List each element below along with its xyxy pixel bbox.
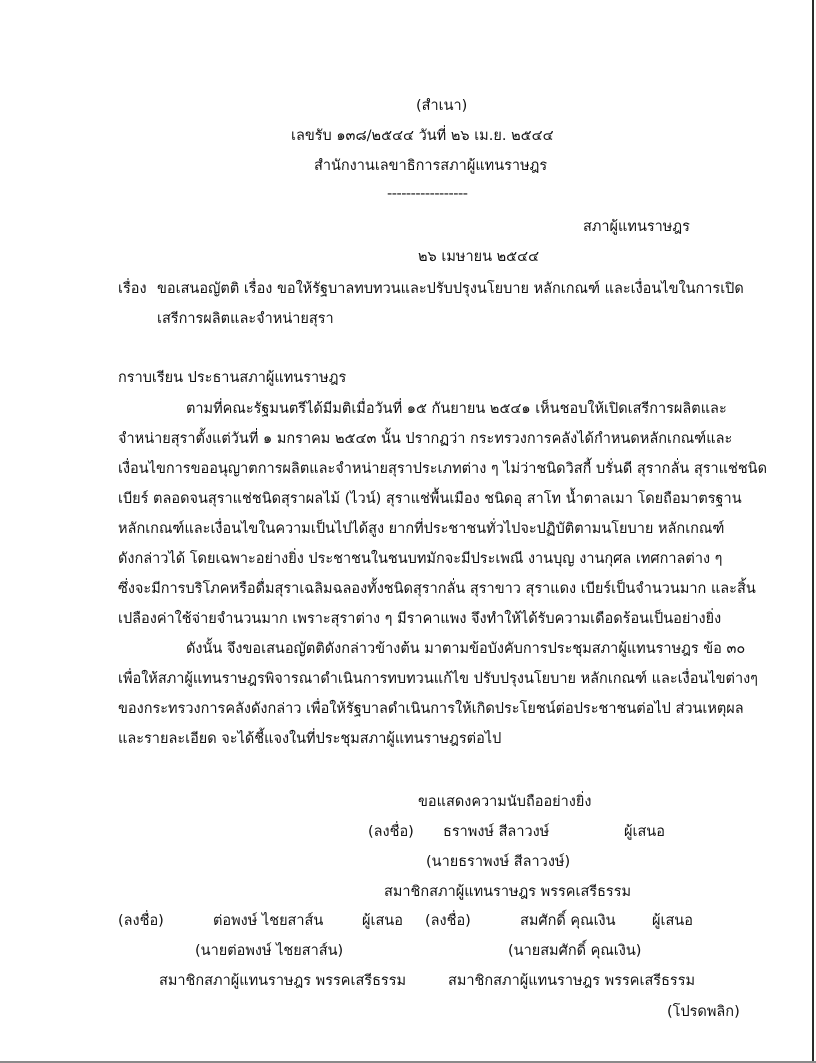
left-position: สมาชิกสภาผู้แทนราษฎร พรรคเสรีธรรม	[159, 973, 407, 989]
body-line: หลักเกณฑ์และเงื่อนไขในความเป็นไปได้สูง ยากที่ประชาชนทั่วไปจะปฏิบัติตามนโยบาย หลักเกณฑ์	[118, 521, 725, 537]
receipt-number: เลขรับ ๑๓๘/๒๕๔๔ วันที่ ๒๖ เม.ย. ๒๕๔๔	[291, 128, 554, 144]
right-signer-name: สมศักดิ์ คุณเงิน	[520, 913, 616, 929]
body-line: ตามที่คณะรัฐมนตรีได้มีมติเมื่อวันที่ ๑๕ กันยายน ๒๕๔๑ เห็นชอบให้เปิดเสรีการผลิตและ	[186, 401, 727, 417]
body-line: ดังกล่าวได้ โดยเฉพาะอย่างยิ่ง ประชาชนในชนบทมักจะมีประเพณี งานบุญ งานกุศล เทศกาลต่าง ๆ	[118, 551, 723, 567]
right-printed-name: (นายสมศักดิ์ คุณเงิน)	[508, 943, 642, 959]
right-signer-role: ผู้เสนอ	[652, 913, 693, 929]
right-sign-label: (ลงชื่อ)	[425, 913, 471, 929]
main-sign-label: (ลงชื่อ)	[368, 824, 414, 840]
subject-line-1: ขอเสนอญัตติ เรื่อง ขอให้รัฐบาลทบทวนและปรับปรุงนโยบาย หลักเกณฑ์ และเงื่อนไขในการเปิด	[157, 281, 744, 297]
body-line: เพื่อให้สภาผู้แทนราษฎรพิจารณาดำเนินการทบทวนแก้ไข ปรับปรุงนโยบาย หลักเกณฑ์ และเงื่อนไขต่างๆ	[118, 671, 758, 687]
body-line: เงื่อนไขการขออนุญาตการผลิตและจำหน่ายสุราประเภทต่าง ๆ ไม่ว่าชนิดวิสกี้ บรั่นดี สุรากลั่น สุราแช่ชนิด	[118, 461, 767, 477]
place: สภาผู้แทนราษฎร	[583, 219, 690, 235]
page-right-border	[812, 0, 814, 1063]
left-signer-role: ผู้เสนอ	[362, 913, 403, 929]
header-divider: -----------------	[387, 186, 468, 202]
main-signer-name: ธราพงษ์ สีลาวงษ์	[443, 824, 550, 840]
body-line: เปลืองค่าใช้จ่ายจำนวนมาก เพราะสุราต่าง ๆ มีราคาแพง จึงทำให้ได้รับความเดือดร้อนเป็นอย่างยิ่ง	[118, 611, 722, 627]
right-position: สมาชิกสภาผู้แทนราษฎร พรรคเสรีธรรม	[448, 973, 696, 989]
left-signer-name: ต่อพงษ์ ไชยสาส์น	[213, 913, 324, 929]
salutation: กราบเรียน ประธานสภาผู้แทนราษฎร	[118, 370, 347, 386]
body-line: ดังนั้น จึงขอเสนอญัตติดังกล่าวข้างต้น มาตามข้อบังคับการประชุมสภาผู้แทนราษฎร ข้อ ๓๐	[186, 641, 746, 657]
main-signer-role: ผู้เสนอ	[624, 824, 665, 840]
main-position: สมาชิกสภาผู้แทนราษฎร พรรคเสรีธรรม	[384, 884, 632, 900]
office-name: สำนักงานเลขาธิการสภาผู้แทนราษฎร	[314, 158, 548, 174]
left-printed-name: (นายต่อพงษ์ ไชยสาส์น)	[195, 943, 344, 959]
date: ๒๖ เมษายน ๒๕๔๔	[418, 249, 540, 265]
left-sign-label: (ลงชื่อ)	[118, 913, 164, 929]
body-line: ซึ่งจะมีการบริโภคหรือดื่มสุราเฉลิมฉลองทั้งชนิดสุรากลั่น สุราขาว สุราแดง เบียร์เป็นจำนวนมาก และสิ้น	[118, 581, 756, 597]
subject-label: เรื่อง	[118, 281, 147, 297]
copy-mark: (สำเนา)	[416, 98, 468, 114]
body-line: และรายละเอียด จะได้ชี้แจงในที่ประชุมสภาผู้แทนราษฎรต่อไป	[118, 731, 502, 747]
body-line: จำหน่ายสุราตั้งแต่วันที่ ๑ มกราคม ๒๕๔๓ นั้น ปรากฏว่า กระทรวงการคลังได้กำหนดหลักเกณฑ์และ	[118, 431, 733, 447]
closing: ขอแสดงความนับถืออย่างยิ่ง	[418, 794, 592, 810]
main-printed-name: (นายธราพงษ์ สีลาวงษ์)	[426, 854, 571, 870]
subject-line-2: เสรีการผลิตและจำหน่ายสุรา	[157, 311, 334, 327]
turn-over-note: (โปรดพลิก)	[667, 1004, 740, 1020]
body-line: ของกระทรวงการคลังดังกล่าว เพื่อให้รัฐบาลดำเนินการให้เกิดประโยชน์ต่อประชาชนต่อไป ส่วนเหตุผล	[118, 701, 744, 717]
body-line: เบียร์ ตลอดจนสุราแช่ชนิดสุราผลไม้ (ไวน์) สุราแช่พื้นเมือง ชนิดอุ สาโท น้ำตาลเมา โดยถือมาตรฐาน	[118, 491, 742, 507]
